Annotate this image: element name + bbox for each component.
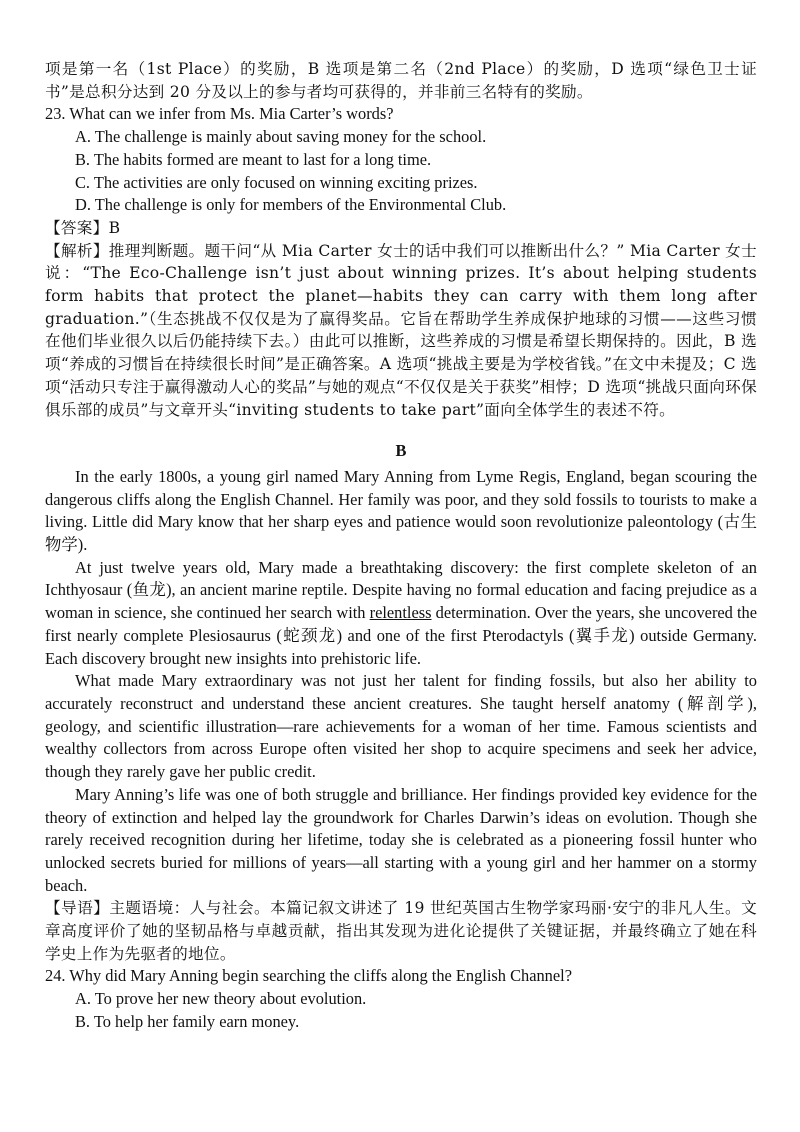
previous-explanation-tail: 项是第一名（1st Place）的奖励，B 选项是第二名（2nd Place）的奖励，D 选项“绿色卫士证书”是总积分达到 20 分及以上的参与者均可获得的，并非前三名特有的奖励。 (45, 60, 757, 101)
passage-paragraph-3: What made Mary extraordinary was not just her talent for finding fossils, but also her ability to accurately reconstruct and understand these ancient creatures. She taught herself anatomy (解剖学), geology, and scientific illustration—rare achievements for a woman of her time. Famous scientists and wealthy collectors from across Europe often visited her shop to acquire specimens and seek her advice, though they rarely gave her public credit. (45, 671, 757, 782)
underlined-word-relentless: relentless (369, 603, 432, 623)
question-23-option-b: B. The habits formed are meant to last for a long time. (75, 149, 432, 169)
question-24-option-b: B. To help her family earn money. (75, 1011, 300, 1031)
question-23-option-d: D. The challenge is only for members of the Environmental Club. (75, 195, 507, 215)
section-b-heading: B (395, 441, 407, 461)
passage-paragraph-4: Mary Anning’s life was one of both struggle and brilliance. Her findings provided key evidence for the theory of extinction and helped lay the groundwork for Charles Darwin’s ideas on evolution. Though she rarely received recognition during her lifetime, today she is celebrated as a pioneering fossil hunter who unlocked secrets buried for millions of years—all starting with a young girl and her hammer on a stormy beach. (45, 784, 757, 895)
passage-paragraph-2 (45, 557, 757, 671)
question-23-option-a: A. The challenge is mainly about saving money for the school. (75, 127, 487, 147)
paragraph-2-text-end: determination. Over the years, she uncovered the first nearly complete Plesiosaurus (蛇颈龙) and one of the first Pterodactyls (翼手龙) outside Germany. Each discovery brought new insights into prehistoric life. (45, 603, 758, 668)
question-23-stem: 23. What can we infer from Ms. Mia Carter’s words? (45, 104, 394, 124)
document-page (45, 58, 757, 1034)
passage-guide: 【导语】主题语境：人与社会。本篇记叙文讲述了 19 世纪英国古生物学家玛丽·安宁的非凡人生。文章高度评价了她的坚韧品格与卓越贡献，指出其发现为进化论提供了关键证据，并最终确立了她在科学史上作为先驱者的地位。 (45, 899, 757, 963)
paragraph-2-text-start: At just twelve years old, Mary made a breathtaking discovery: the first complete skeleton of an Ichthyosaur (鱼龙), an ancient marine reptile. Despite having no formal education and facing prejudice as a woman in science, she continued her search with (45, 557, 757, 623)
question-24-stem: 24. Why did Mary Anning begin searching the cliffs along the English Channel? (45, 966, 572, 986)
question-23-answer: 【答案】B (45, 218, 121, 237)
question-23-explanation: 【解析】推理判断题。题干问“从 Mia Carter 女士的话中我们可以推断出什么？” Mia Carter 女士说：“The Eco-Challenge isn’t just about winning prizes. It’s about helping students form habits that protect the planet—habits they can carry with them long after graduation.”（生态挑战不仅仅是为了赢得奖品。它旨在帮助学生养成保护地球的习惯——这些习惯在他们毕业很久以后仍能持续下去。）由此可以推断，这些养成的习惯是希望长期保持的。因此，B 选项“养成的习惯旨在持续很长时间”是正确答案。A 选项“挑战主要是为学校省钱。”在文中未提及；C 选项“活动只专注于赢得激动人心的奖品”与她的观点“不仅仅是关于获奖”相悖；D 选项“挑战只面向环保俱乐部的成员”与文章开头“inviting students to take part”面向全体学生的表述不符。 (45, 241, 757, 419)
question-24-option-a: A. To prove her new theory about evolution. (75, 989, 367, 1009)
question-23-option-c: C. The activities are only focused on winning exciting prizes. (75, 172, 478, 192)
passage-paragraph-1: In the early 1800s, a young girl named Mary Anning from Lyme Regis, England, began scouring the dangerous cliffs along the English Channel. Her family was poor, and they sold fossils to tourists to make a living. Little did Mary know that her sharp eyes and patience would soon revolutionize paleontology (古生物学). (45, 466, 757, 555)
